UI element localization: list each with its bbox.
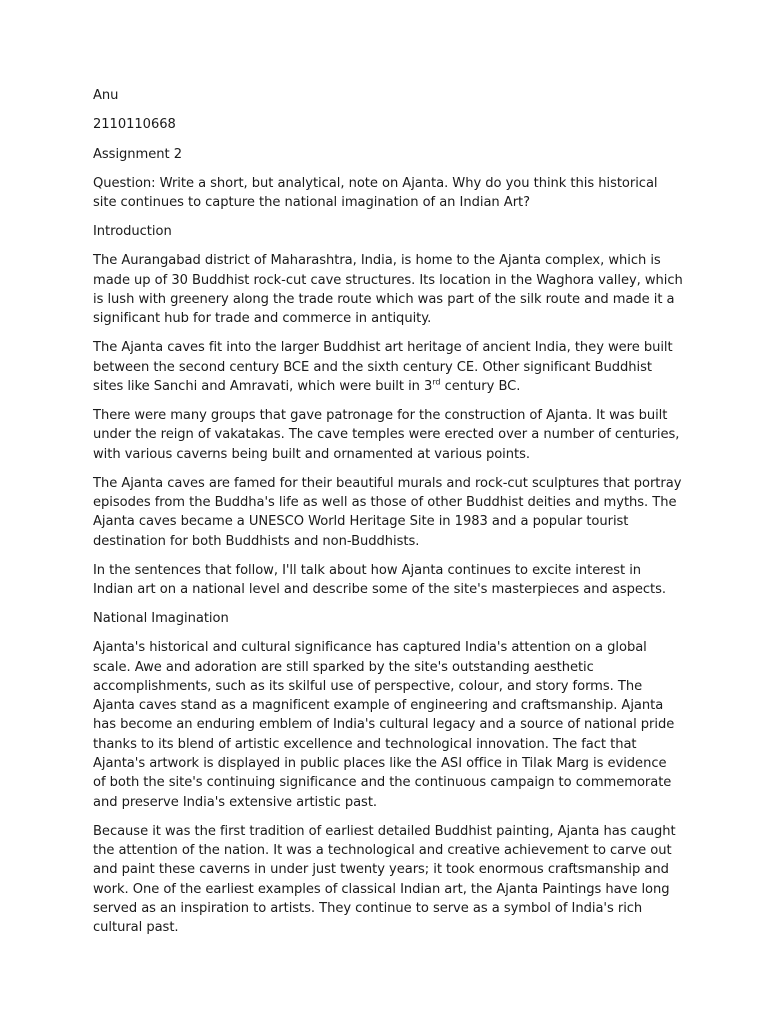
- paragraph-heritage-end: century BC.: [440, 378, 521, 394]
- paragraph-overview: In the sentences that follow, I'll talk about how Ajanta continues to excite interest in Indian art on a national level and describe some of the site's masterpieces and aspects.: [93, 562, 667, 598]
- paragraph-heritage: [93, 338, 683, 396]
- paragraph-location: The Aurangabad district of Maharashtra, India, is home to the Ajanta complex, which is made up of 30 Buddhist rock-cut cave structures. Its location in the Waghora valley, which is lush with greenery along the trade route which was part of the silk route and made it a significant hub for trade and commerce in antiquity.: [93, 253, 683, 327]
- paragraph-patronage: There were many groups that gave patronage for the construction of Ajanta. It was built under the reign of vakatakas. The cave temples were erected over a number of centuries, with various caverns being built and ornamented at various points.: [93, 408, 680, 462]
- heading-introduction: Introduction: [93, 224, 172, 240]
- paragraph-heritage-text: The Ajanta caves fit into the larger Buddhist art heritage of ancient India, they were built between the second century BCE and the sixth century CE. Other significant Buddhist sites like Sanchi and Amravati, which were built in 3: [93, 340, 673, 394]
- student-id: 2110110668: [93, 117, 176, 133]
- assignment-title: Assignment 2: [93, 146, 182, 162]
- heading-national-imagination: National Imagination: [93, 611, 229, 627]
- document-body: [93, 86, 683, 947]
- paragraph-significance: Ajanta's historical and cultural significance has captured India's attention on a global scale. Awe and adoration are still sparked by the site's outstanding aesthetic accomplishments, such as its skilful use of perspective, colour, and story forms. The Ajanta caves stand as a magnificent example of engineering and craftsmanship. Ajanta has become an enduring emblem of India's cultural legacy and a source of national pride thanks to its blend of artistic excellence and technological innovation. The fact that Ajanta's artwork is displayed in public places like the ASI office in Tilak Marg is evidence of both the site's continuing significance and the continuous campaign to commemorate and preserve India's extensive artistic past.: [93, 640, 675, 810]
- question-paragraph: Question: Write a short, but analytical, note on Ajanta. Why do you think this historical site continues to capture the national imagination of an Indian Art?: [93, 175, 658, 211]
- ordinal-superscript: rd: [432, 377, 441, 387]
- student-name: Anu: [93, 88, 119, 103]
- paragraph-murals: The Ajanta caves are famed for their beautiful murals and rock-cut sculptures that portray episodes from the Buddha's life as well as those of other Buddhist deities and myths. The Ajanta caves became a UNESCO World Heritage Site in 1983 and a popular tourist destination for both Buddhists and non-Buddhists.: [93, 475, 682, 549]
- paragraph-painting-tradition: Because it was the first tradition of earliest detailed Buddhist painting, Ajanta has caught the attention of the nation. It was a technological and creative achievement to carve out and paint these caverns in under just twenty years; it took enormous craftsmanship and work. One of the earliest examples of classical Indian art, the Ajanta Paintings have long served as an inspiration to artists. They continue to serve as a symbol of India's rich cultural past.: [93, 823, 676, 936]
